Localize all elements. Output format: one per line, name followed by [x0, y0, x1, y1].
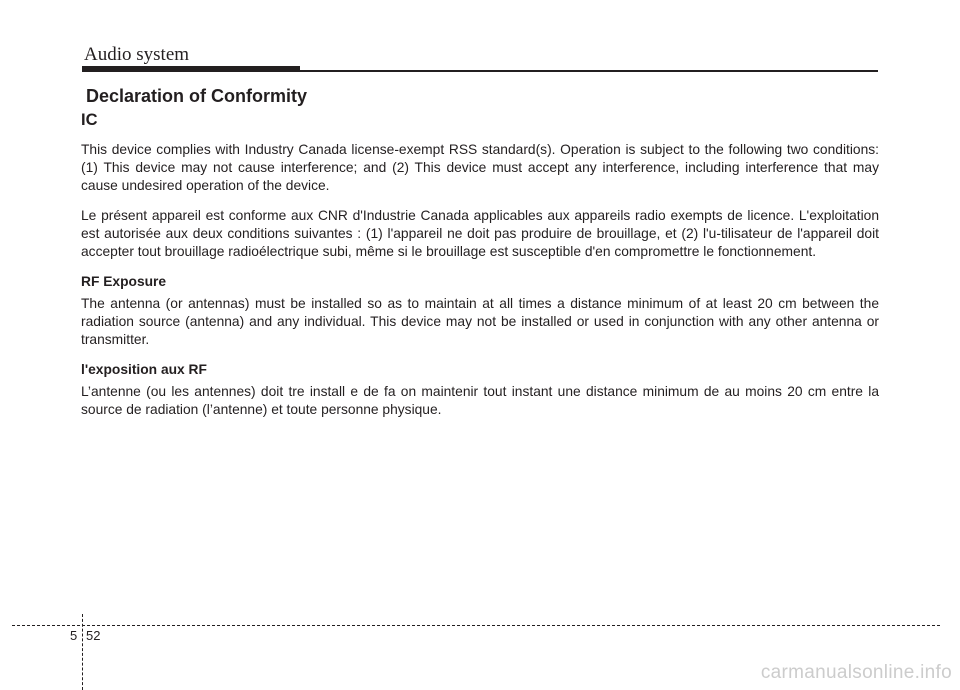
header-rule-thin	[300, 70, 878, 72]
rf-exposure-fr-text: L’antenne (ou les antennes) doit tre install e de fa on maintenir tout instant une distance minimum de au moins 20 cm entre la source de radiation (l’antenne) et toute personne physique.	[81, 384, 879, 417]
rf-exposure-label: RF Exposure	[81, 274, 167, 289]
footer-divider	[12, 625, 940, 626]
watermark: carmanualsonline.info	[760, 662, 952, 683]
paragraph-ic-en: This device complies with Industry Canada license-exempt RSS standard(s). Operation is subject to the following two conditions: (1) This device may not cause interference; and (2) This device must accept any interference, including interference that may cause undesired operation of the device.	[81, 142, 879, 193]
footer-vertical-divider	[82, 614, 83, 690]
chapter-number: 5	[70, 628, 78, 643]
page-number: 52	[86, 628, 101, 643]
header-title: Audio system	[84, 44, 190, 65]
rf-exposure-fr-label: l'exposition aux RF	[81, 362, 207, 377]
paragraph-ic-fr: Le présent appareil est conforme aux CNR d'Industrie Canada applicables aux appareils radio exempts de licence. L'exploitation est autorisée aux deux conditions suivantes : (1) l'appareil ne doit pas produire de brouillage, et (2) l'u-tilisateur de l'appareil doit accepter tout brouillage radioélectrique subi, même si le brouillage est susceptible d'en compromettre le fonctionnement.	[81, 208, 879, 259]
section-heading: Declaration of Conformity	[86, 86, 308, 106]
header-rule-thick	[82, 66, 300, 72]
subheading-ic: IC	[81, 111, 98, 129]
rf-exposure-text: The antenna (or antennas) must be installed so as to maintain at all times a distance minimum of at least 20 cm between the radiation source (antenna) and any individual. This device may not be installed or used in conjunction with any other antenna or transmitter.	[81, 296, 879, 347]
page-content	[81, 110, 879, 431]
